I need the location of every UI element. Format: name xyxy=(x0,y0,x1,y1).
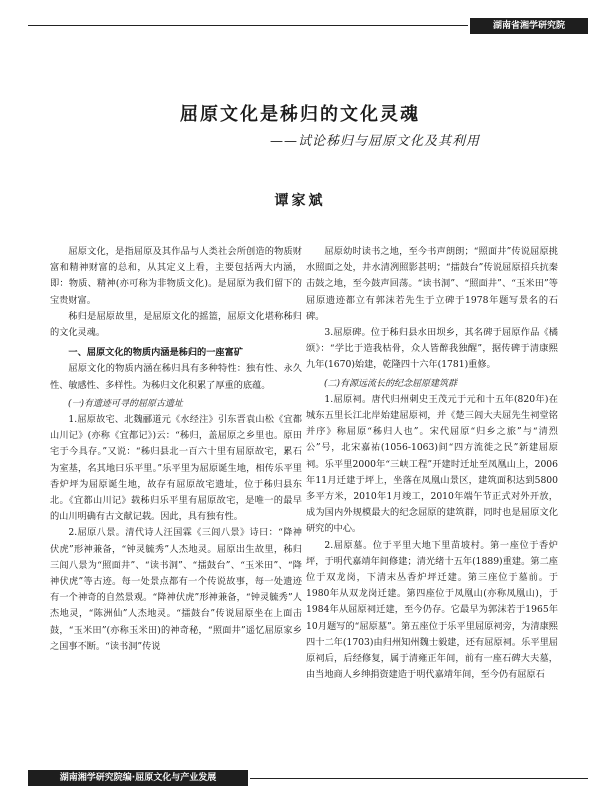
article-title: 屈原文化是秭归的文化灵魂 xyxy=(180,104,420,125)
page-footer xyxy=(28,770,588,786)
section-heading: 一、屈原文化的物质内涵是秭归的一座富矿 xyxy=(68,347,243,359)
article-subtitle: ——试论秭归与屈原文化及其利用 xyxy=(270,134,481,149)
footer-label: 湖南湘学研究院编·屈原文化与产业发展 xyxy=(28,770,248,786)
section-heading: (二)有源远流长的纪念屈原建筑群 xyxy=(324,378,458,389)
paragraph: 3.屈原碑。位于秭归县水田坝乡，其名碑于屈原作品《橘颂》：“学比于造我枯骨，众人皆醉我独醒”，据传碑于清康熙九年(1670)始建，乾隆四十六年(1781)重修。 xyxy=(306,327,558,371)
paragraph: 屈原文化的物质内涵在秭归具有多种特性：独有性、永久性、敏感性、多样性。为秭归文化积累了厚重的底蕴。 xyxy=(50,363,302,391)
footer-rule xyxy=(250,778,588,779)
page-header xyxy=(28,18,588,34)
paragraph: 2.屈原墓。位于平里大地下里苗坡村。第一座位于香炉坪，于明代嘉靖年间修建；清光绪十五年(1889)重建。第二座位于双龙岗，下清末丛香炉坪迁建。第三座位于墓前。于1980年从双龙岗迁建。第四座位于凤凰山(亦称凤凰山)，于1984年从屈原祠迁建，至今仍存。它最早为郭沫若于1965年10月题写的“屈原墓”。第五座位于乐平里屈原祠旁，为清康熙四十二年(1703)由归州知州魏士毅建，还有屈原祠。乐平里屈原祠后，后经修复，属于清雍正年间，前有一座石碑大夫墓，由当地商人乡绅捐资建造于明代嘉靖年间，至今仍有屈原石 xyxy=(306,539,558,681)
paragraph: 屈原文化，是指屈原及其作品与人类社会所创造的物质财富和精神财富的总和，从其定义上看，主要包括两大内涵，即：物质、精神(亦可称为非物质文化)。是屈原为我们留下的宝贵财富。 xyxy=(50,246,302,306)
section-heading: (一)有遗迹可寻的屈原古遗址 xyxy=(68,398,184,409)
right-column xyxy=(306,244,558,683)
journal-label: 湖南省湘学研究院 xyxy=(470,18,588,34)
paragraph: 屈原幼时读书之地，至今书声朗朗；“照面井”传说屈原挑水照面之处，井水清冽照影甚明；“擂鼓台”传说屈原招兵抗秦击鼓之地，至今鼓声回荡。“读书洞”、“照面井”、“玉米田”等屈原遗迹都立有郭沫若先生于立碑于1978年题写景名的石碑。 xyxy=(306,246,558,322)
paragraph: 1.屈原祠。唐代归州刺史王茂元于元和十五年(820年)在城东五里长江北岸始建屈原祠，并《楚三闾大夫屈先生祠堂铭并序》称屈原“秭归人也”。宋代屈原“归乡之旅”与“清烈公”号，北宋嘉祐(1056-1063)间“四方流徙之民”新建屈原祠。乐平里2000年“三峡工程”开建时迁址至凤凰山上，2006年11月迁建于坪上，坐落在凤凰山景区，建筑面积达到5800多平方米，2010年1月竣工，2010年端午节正式对外开放，成为国内外规模最大的纪念屈原的建筑群，同时也是屈原文化研究的中心。 xyxy=(306,393,558,535)
left-column xyxy=(50,244,302,655)
header-rule xyxy=(28,25,468,26)
paragraph: 1.屈原故宅、北魏郦道元《水经注》引东晋袁山松《宜都山川记》(亦称《宜都记》)云：“秭归，盖屈原之乡里也。原田宅于今具存。”又说：“秭归县北一百六十里有屈原故宅，累石为室基，名其地曰乐平里。”乐平里为屈原诞生地，相传乐平里香炉坪为屈原诞生地，故存有屈原故宅遗址，位于秭归县东北。《宜都山川记》载秭归乐平里有屈原故宅，是唯一的最早的山川明确有古文献记载。因此，具有独有性。 xyxy=(50,414,302,523)
paragraph: 2.屈原八景。清代诗人汪国霖《三闾八景》诗曰：“降神伏虎”形神兼备，“钟灵毓秀”人杰地灵。屈原出生故里，秭归三闾八景为“照面井”、“读书洞”、“擂鼓台”、“玉米田”、“降神伏虎”等古迹。每一处景点都有一个传说故事，每一处遗迹有一个神奇的自然景观。“降神伏虎”形神兼备，“钟灵毓秀”人杰地灵，“陈洲仙”人杰地灵。“擂鼓台”传说屈原坐在上面击鼓，“玉米田”(亦称玉米田)的神奇秘，“照面井”遥忆屈原家乡之国事不断。“读书洞”传说 xyxy=(50,527,302,652)
paragraph: 秭归是屈原故里，是屈原文化的摇篮，屈原文化堪称秭归的文化灵魂。 xyxy=(50,310,302,339)
article-author: 谭家斌 xyxy=(274,193,326,209)
